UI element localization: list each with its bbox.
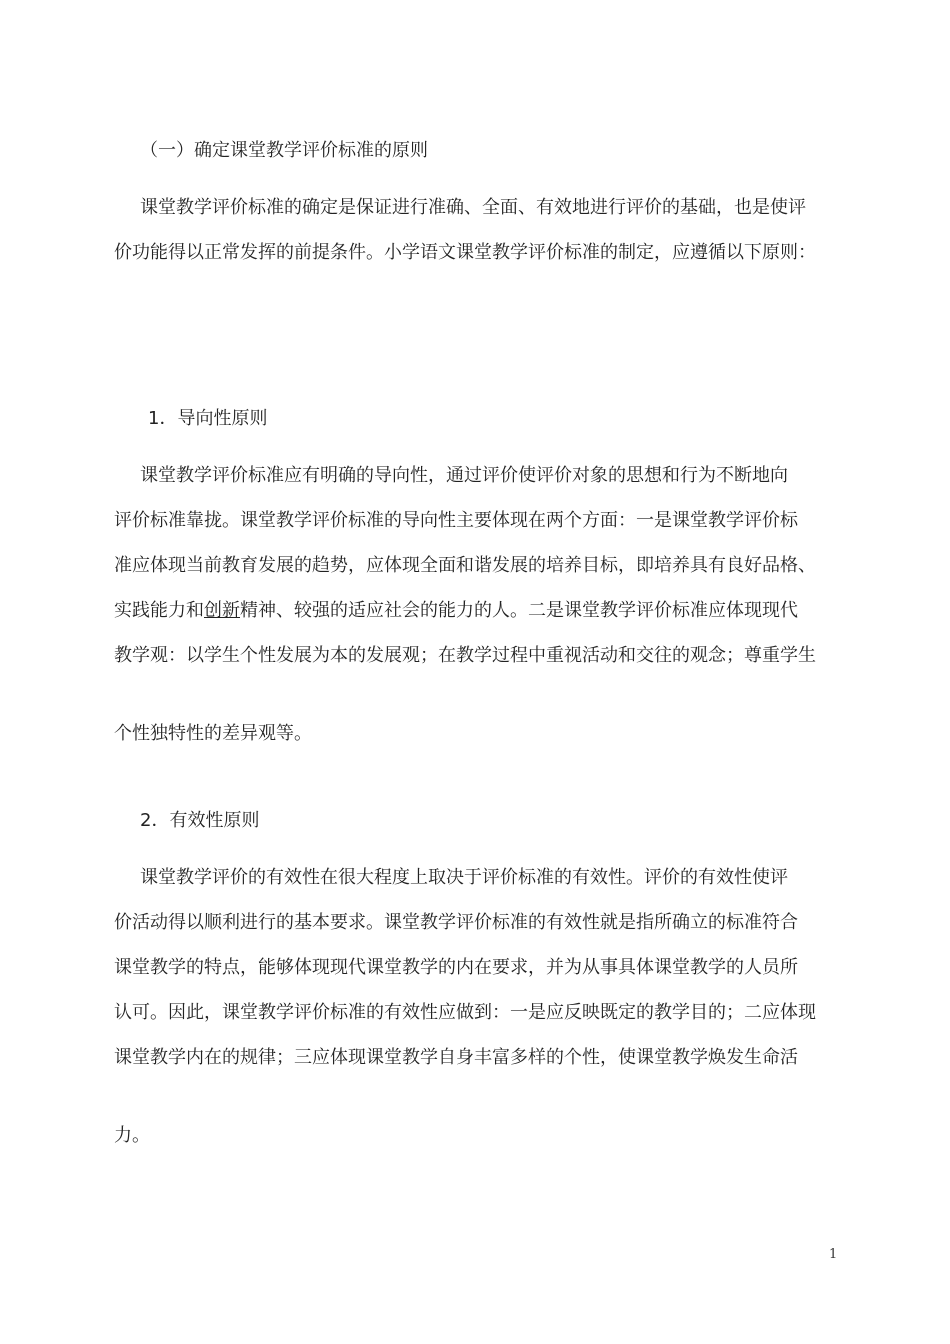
intro-line-2: 价功能得以正常发挥的前提条件。小学语文课堂教学评价标准的制定，应遵循以下原则： xyxy=(114,242,816,263)
principle2-line-4: 认可。因此，课堂教学评价标准的有效性应做到：一是应反映既定的教学目的；二应体现 xyxy=(114,1002,816,1023)
principle1-line-1: 课堂教学评价标准应有明确的导向性，通过评价使评价对象的思想和行为不断地向 xyxy=(140,465,788,486)
principle2-line-6: 力。 xyxy=(114,1125,150,1146)
principle1-line-2: 评价标准靠拢。课堂教学评价标准的导向性主要体现在两个方面：一是课堂教学评价标 xyxy=(114,510,798,531)
section-heading: （一）确定课堂教学评价标准的原则 xyxy=(140,140,428,161)
principle1-heading: 1．导向性原则 xyxy=(148,408,268,429)
principle2-line-5: 课堂教学内在的规律；三应体现课堂教学自身丰富多样的个性，使课堂教学焕发生命活 xyxy=(114,1047,798,1068)
principle2-line-2: 价活动得以顺利进行的基本要求。课堂教学评价标准的有效性就是指所确立的标准符合 xyxy=(114,912,798,933)
intro-line-1: 课堂教学评价标准的确定是保证进行准确、全面、有效地进行评价的基础，也是使评 xyxy=(140,197,806,218)
principle1-line-3: 准应体现当前教育发展的趋势，应体现全面和谐发展的培养目标，即培养具有良好品格、 xyxy=(114,555,816,576)
principle1-line-4 xyxy=(114,599,798,623)
page-number: 1 xyxy=(829,1247,838,1262)
principle1-line-5: 教学观：以学生个性发展为本的发展观；在教学过程中重视活动和交往的观念；尊重学生 xyxy=(114,645,816,666)
principle1-line-4-start: 实践能力和 xyxy=(114,600,204,621)
principle2-line-3: 课堂教学的特点，能够体现现代课堂教学的内在要求，并为从事具体课堂教学的人员所 xyxy=(114,957,798,978)
principle1-line-6: 个性独特性的差异观等。 xyxy=(114,723,312,744)
principle2-heading: 2．有效性原则 xyxy=(140,810,260,831)
innovation-link[interactable]: 创新 xyxy=(204,600,240,621)
principle1-line-4-end: 精神、较强的适应社会的能力的人。二是课堂教学评价标准应体现现代 xyxy=(240,600,798,621)
principle2-line-1: 课堂教学评价的有效性在很大程度上取决于评价标准的有效性。评价的有效性使评 xyxy=(140,867,788,888)
